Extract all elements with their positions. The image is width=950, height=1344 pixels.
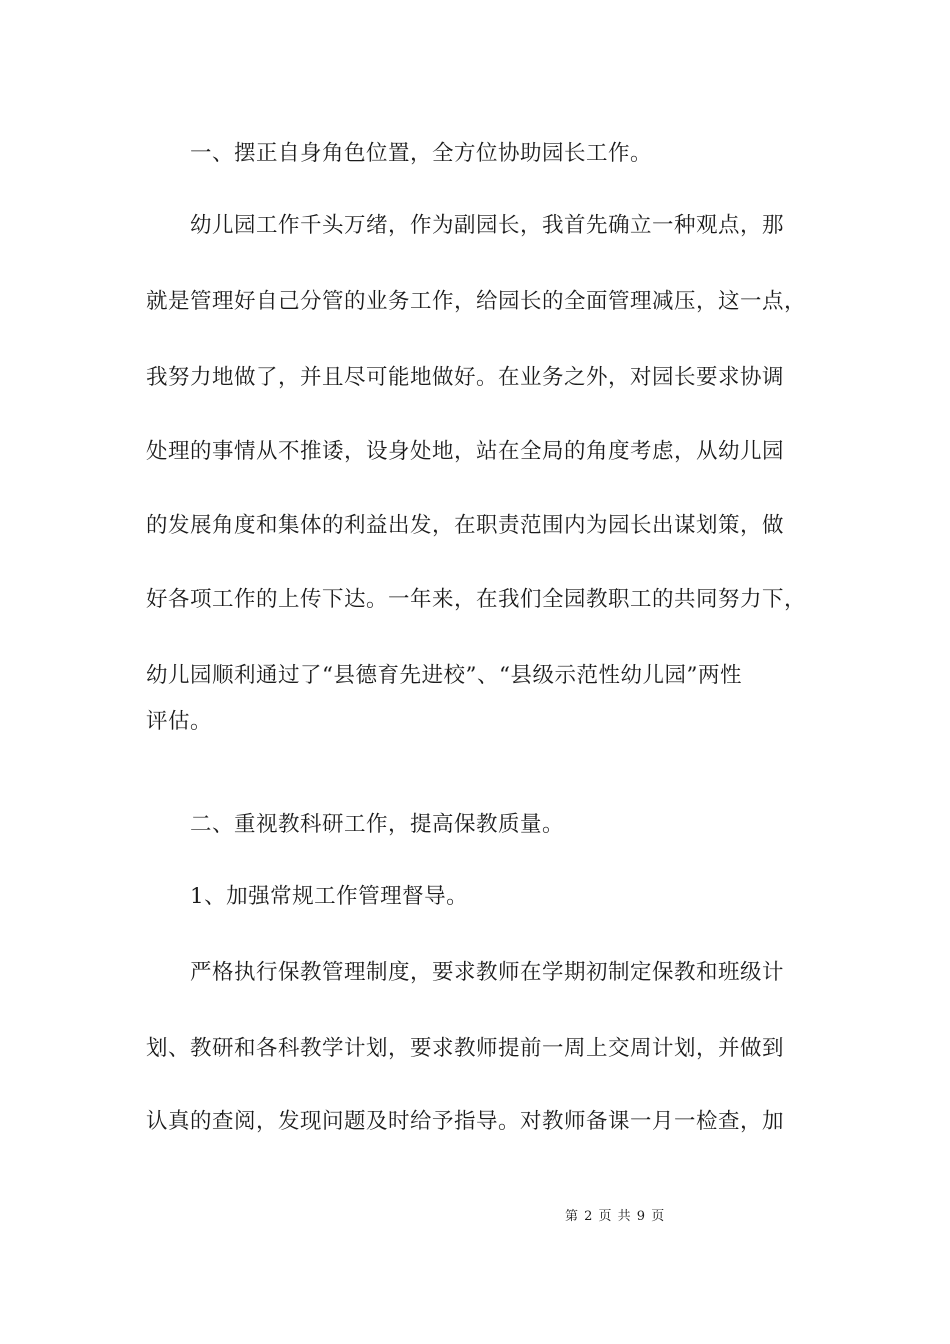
paragraph-line: 的发展角度和集体的利益出发，在职责范围内为园长出谋划策，做: [146, 513, 785, 538]
paragraph-line: 认真的查阅，发现问题及时给予指导。对教师备课一月一检查，加: [146, 1109, 785, 1134]
paragraph-line: 评估。: [146, 709, 213, 734]
page-number: 第 2 页 共 9 页: [565, 1209, 666, 1224]
paragraph-line: 严格执行保教管理制度，要求教师在学期初制定保教和班级计: [190, 960, 785, 985]
paragraph-line: 划、教研和各科教学计划，要求教师提前一周上交周计划，并做到: [146, 1036, 785, 1061]
paragraph-line: 幼儿园顺利通过了“县德育先进校”、“县级示范性幼儿园”两性: [146, 663, 742, 688]
paragraph-line: 处理的事情从不推诿，设身处地，站在全局的角度考虑，从幼儿园: [146, 439, 785, 464]
section-heading-1: 一、摆正自身角色位置，全方位协助园长工作。: [190, 141, 653, 166]
paragraph-line: 就是管理好自己分管的业务工作，给园长的全面管理减压，这一点，: [146, 289, 807, 314]
paragraph-line: 幼儿园工作千头万绪，作为副园长，我首先确立一种观点，那: [190, 213, 785, 238]
section-heading-2: 二、重视教科研工作，提高保教质量。: [190, 812, 565, 837]
paragraph-line: 好各项工作的上传下达。一年来，在我们全园教职工的共同努力下，: [146, 587, 807, 612]
paragraph-line: 我努力地做了，并且尽可能地做好。在业务之外，对园长要求协调: [146, 365, 785, 390]
subsection-heading: 1、加强常规工作管理督导。: [190, 884, 469, 909]
